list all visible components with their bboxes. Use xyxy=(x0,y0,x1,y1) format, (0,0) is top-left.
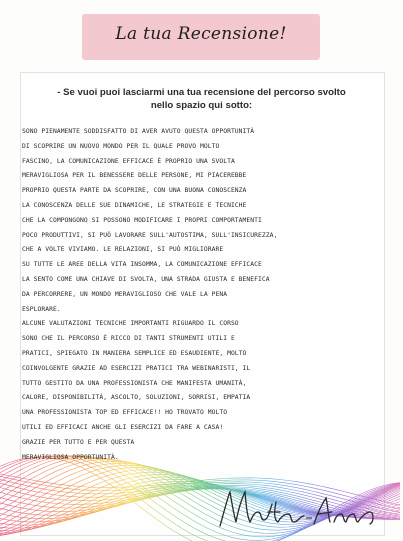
handwritten-line: PRATICI, SPIEGATO IN MANIERA SEMPLICE ED ESAUDIENTE, MOLTO xyxy=(22,349,247,357)
page-title: La tua Recensione! xyxy=(115,24,287,44)
handwritten-line: LA CONOSCENZA DELLE SUE DINAMICHE, LE STRATEGIE E TECNICHE xyxy=(22,201,247,209)
handwritten-line: TUTTO GESTITO DA UNA PROFESSIONISTA CHE MANIFESTA UMANITÀ, xyxy=(22,379,247,387)
signature xyxy=(214,482,384,532)
handwritten-line: POCO PRODUTTIVI, SI PUÒ LAVORARE SULL'AUTOSTIMA, SULL'INSICUREZZA, xyxy=(22,231,278,239)
handwritten-line: SU TUTTE LE AREE DELLA VITA INSOMMA, LA COMUNICAZIONE EFFICACE xyxy=(22,261,262,269)
handwritten-line: ALCUNE VALUTAZIONI TECNICHE IMPORTANTI RIGUARDO IL CORSO xyxy=(22,320,239,328)
instruction-line-2: nello spazio qui sotto: xyxy=(150,100,253,111)
instruction-line-1: - Se vuoi puoi lasciarmi una tua recensione del percorso svolto xyxy=(57,87,346,98)
handwritten-line: SONO PIENAMENTE SODDISFATTO DI AVER AVUTO QUESTA OPPORTUNITÀ xyxy=(22,128,255,135)
handwritten-review xyxy=(22,125,374,465)
handwritten-line: UNA PROFESSIONISTA TOP ED EFFICACE!! HO TROVATO MOLTO xyxy=(22,409,228,417)
handwritten-line: SONO CHE IL PERCORSO È RICCO DI TANTI STRUMENTI UTILI E xyxy=(22,335,235,343)
handwritten-line: GRAZIE PER TUTTO E PER QUESTA xyxy=(22,438,135,446)
handwritten-line: UTILI ED EFFICACI ANCHE GLI ESERCIZI DA FARE A CASA! xyxy=(22,423,224,431)
handwritten-line: LA SENTO COME UNA CHIAVE DI SVOLTA, UNA STRADA GIUSTA E BENEFICA xyxy=(22,275,270,283)
handwritten-line: CHE LA COMPONGONO SI POSSONO MODIFICARE I PROPRI COMPORTAMENTI xyxy=(22,216,262,224)
handwritten-line: DA PERCORRERE, UN MONDO MERAVIGLIOSO CHE VALE LA PENA xyxy=(22,290,228,298)
handwritten-line: DI SCOPRIRE UN NUOVO MONDO PER IL QUALE PROVO MOLTO xyxy=(22,142,220,150)
title-banner xyxy=(82,14,320,60)
handwritten-line: COINVOLGENTE GRAZIE AD ESERCIZI PRATICI TRA WEBINARISTI, IL xyxy=(22,364,251,372)
handwritten-line: MERAVIGLIOSA OPPORTUNITÀ. xyxy=(22,453,119,461)
handwritten-line: PROPRIO QUESTA PARTE DA SCOPRIRE, CON UNA BUONA CONOSCENZA xyxy=(22,187,247,195)
instruction-text xyxy=(40,86,363,112)
handwritten-line: ESPLORARE. xyxy=(22,305,61,313)
handwritten-line: FASCINO, LA COMUNICAZIONE EFFICACE È PROPRIO UNA SVOLTA xyxy=(22,157,235,165)
handwritten-line: CALORE, DISPONIBILITÀ, ASCOLTO, SOLUZIONI, SORRISI, EMPATIA xyxy=(22,394,251,402)
handwritten-line: MERAVIGLIOSA PER IL BENESSERE DELLE PERSONE, MI PIACEREBBE xyxy=(22,172,247,180)
handwritten-line: CHE A VOLTE VIVIAMO. LE RELAZIONI, SI PUÒ MIGLIORARE xyxy=(22,246,224,254)
